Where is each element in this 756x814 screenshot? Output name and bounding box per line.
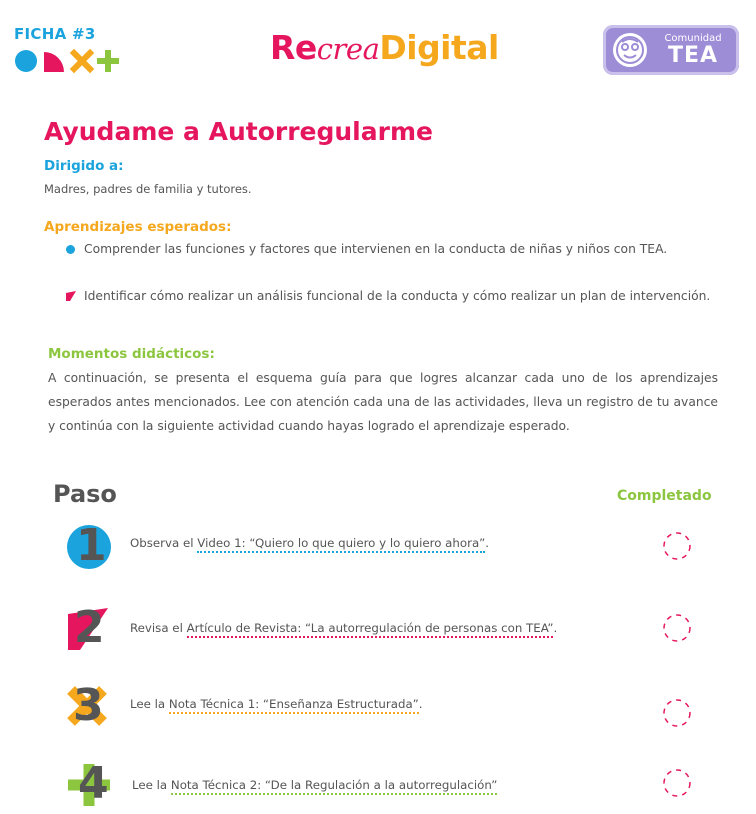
pink-bullet-icon bbox=[66, 291, 76, 301]
tea-face-icon bbox=[613, 33, 647, 67]
aprendizaje-item-2: Identificar cómo realizar un análisis funcional de la conducta y cómo realizar un plan de intervención. bbox=[84, 289, 711, 303]
dirigido-heading: Dirigido a: bbox=[44, 158, 124, 174]
logo-digital: Digital bbox=[379, 28, 499, 67]
aprendizajes-heading: Aprendizajes esperados: bbox=[44, 219, 232, 235]
completado-heading: Completado bbox=[617, 488, 712, 504]
blue-bullet-icon bbox=[66, 245, 75, 254]
step-3-suffix: . bbox=[418, 697, 423, 711]
badge-tea-label: TEA bbox=[667, 43, 719, 68]
step-4-number: 4 bbox=[78, 758, 109, 809]
step-1-link[interactable]: Video 1: “Quiero lo que quiero y lo quiero ahora” bbox=[197, 536, 485, 553]
step-4-text bbox=[132, 773, 612, 797]
step-1-suffix: . bbox=[485, 536, 490, 550]
ficha-label: FICHA #3 bbox=[14, 25, 96, 43]
pink-quarter-shape bbox=[44, 52, 64, 72]
step-3-link[interactable]: Nota Técnica 1: “Enseñanza Estructurada” bbox=[169, 697, 419, 714]
step-4-link[interactable]: Nota Técnica 2: “De la Regulación a la autorregulación” bbox=[171, 778, 497, 795]
step-2-text bbox=[130, 616, 610, 640]
step-3-check-circle[interactable] bbox=[662, 698, 692, 728]
step-4-prefix: Lee la bbox=[132, 778, 171, 792]
step-3-text bbox=[130, 692, 610, 716]
step-2-prefix: Revisa el bbox=[130, 621, 187, 635]
badge-comunidad-label: Comunidad bbox=[664, 33, 722, 44]
step-1-check-circle[interactable] bbox=[662, 531, 692, 561]
step-2-check-circle[interactable] bbox=[662, 613, 692, 643]
logo-re: Re bbox=[270, 28, 317, 67]
logo-crea: crea bbox=[316, 32, 380, 66]
step-1-number: 1 bbox=[76, 520, 107, 571]
momentos-heading: Momentos didácticos: bbox=[48, 346, 215, 362]
step-2-suffix: . bbox=[553, 621, 558, 635]
step-1-text bbox=[130, 531, 610, 555]
orange-cross-shape bbox=[74, 53, 90, 69]
momentos-paragraph: A continuación, se presenta el esquema guía para que logres alcanzar cada uno de los aprendizajes esperados antes mencionados. Lee con atención cada una de las actividades, lleva un registro de tu avance y continúa con la siguiente actividad cuando hayas logrado el aprendizaje esperado. bbox=[48, 371, 718, 433]
recrea-digital-logo bbox=[270, 28, 499, 67]
step-4-check-circle[interactable] bbox=[662, 768, 692, 798]
blue-circle-shape bbox=[15, 50, 37, 72]
step-2-number: 2 bbox=[74, 602, 105, 653]
step-3-prefix: Lee la bbox=[130, 697, 169, 711]
page-title: Ayudame a Autorregularme bbox=[44, 117, 433, 146]
green-plus-shape bbox=[97, 50, 119, 72]
dirigido-text: Madres, padres de familia y tutores. bbox=[44, 182, 252, 196]
aprendizaje-item-1: Comprender las funciones y factores que intervienen en la conducta de niñas y niños con TEA. bbox=[84, 242, 668, 256]
step-3-number: 3 bbox=[73, 680, 104, 731]
comunidad-tea-badge bbox=[603, 25, 739, 75]
step-1-prefix: Observa el bbox=[130, 536, 198, 550]
ficha-shapes-logo bbox=[14, 48, 134, 74]
step-2-link[interactable]: Artículo de Revista: “La autorregulación de personas con TEA” bbox=[187, 621, 554, 638]
paso-heading: Paso bbox=[53, 480, 117, 508]
